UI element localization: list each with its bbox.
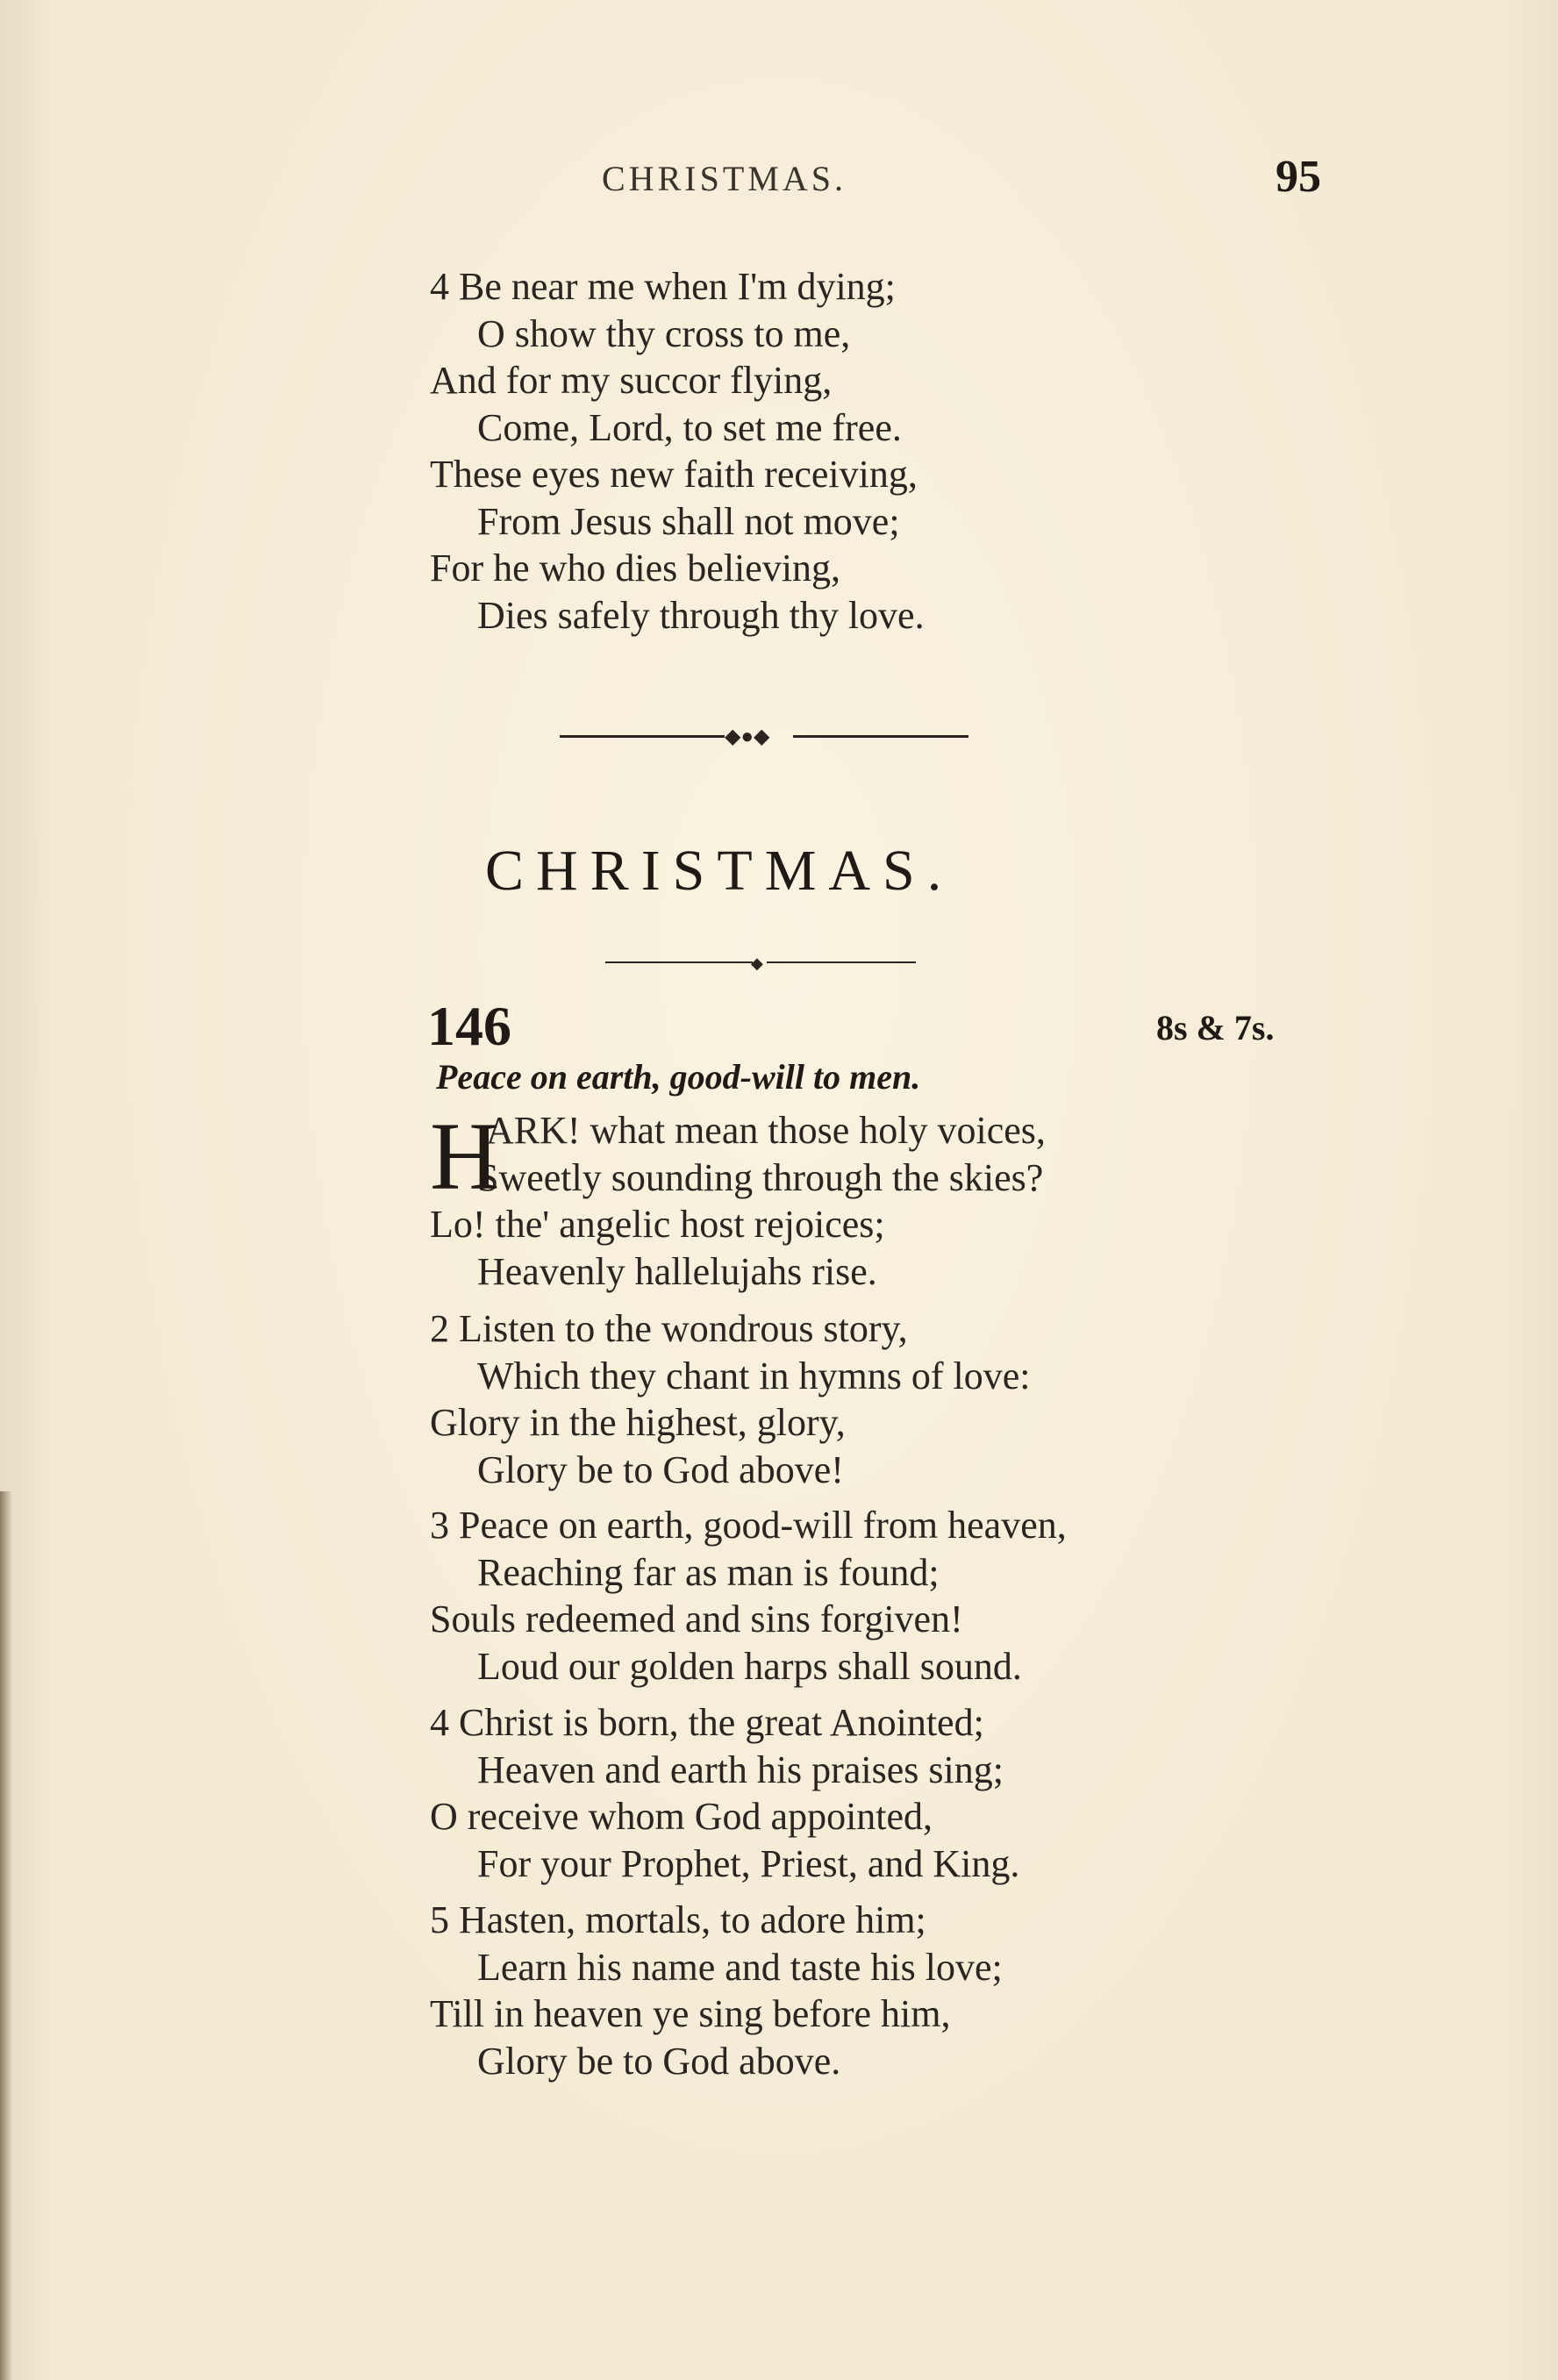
verse-number: 4 [430,1701,449,1744]
page-number: 95 [1276,152,1321,202]
hymn-verse-2 [430,1305,1031,1493]
verse-line: Souls redeemed and sins forgiven! [430,1597,963,1640]
hymn-meter: 8s & 7s. [1156,1008,1275,1047]
verse-line: 4 Be near me when I'm dying; [430,265,896,308]
diamond-ornament-icon: ◆ [751,954,763,972]
verse-line: For he who dies believing, [430,547,841,590]
verse-line: Lo! the' angelic host rejoices; [430,1203,885,1246]
verse-line: 5 Hasten, mortals, to adore him; [430,1898,926,1941]
section-title: CHRISTMAS. [485,839,954,903]
divider-rule-right [793,735,968,738]
verse-line: Glory be to God above! [477,1447,844,1491]
verse-line: Till in heaven ye sing before him, [430,1992,951,2035]
verse-line: Heavenly hallelujahs rise. [477,1249,877,1293]
verse-line: O receive whom God appointed, [430,1795,933,1838]
diamond-ornament-icon: ◆●◆ [725,725,770,748]
verse-line: O show thy cross to me, [477,311,851,355]
verse-line: Glory be to God above. [477,2039,841,2083]
hymn-verse-1 [430,1103,1046,1295]
hymn-verse-3 [430,1502,1067,1690]
hymn-verse-4 [430,1699,1019,1887]
verse-number: 5 [430,1898,449,1941]
verse-line: For your Prophet, Priest, and King. [477,1841,1020,1885]
hymn-number: 146 [427,995,511,1057]
verse-line: Come, Lord, to set me free. [477,405,902,449]
verse-line: Learn his name and taste his love; [477,1945,1003,1989]
verse-line: 3 Peace on earth, good-will from heaven, [430,1504,1067,1547]
verse-line: And for my succor flying, [430,359,833,402]
hymn-verse-5 [430,1897,1003,2084]
verse-line: Which they chant in hymns of love: [477,1354,1031,1397]
running-head: CHRISTMAS. [602,159,847,198]
divider-rule-right [767,961,916,963]
binding-edge-shadow [0,1491,12,2380]
verse-line: Glory in the highest, glory, [430,1401,846,1444]
verse-line: From Jesus shall not move; [477,499,900,543]
divider-rule-left [560,735,725,738]
verse-line: Reaching far as man is found; [477,1550,940,1594]
verse-line: Sweetly sounding through the skies? [477,1155,1044,1199]
verse-line: ARK! what mean those holy voices, [486,1109,1046,1152]
verse-number: 4 [430,265,449,308]
verse-line: 2 Listen to the wondrous story, [430,1307,908,1350]
verse-line: These eyes new faith receiving, [430,453,918,496]
verse-number: 2 [430,1307,449,1350]
hymn-subtitle: Peace on earth, good-will to men. [436,1057,921,1097]
verse-line: 4 Christ is born, the great Anointed; [430,1701,984,1744]
divider-rule-left [605,961,753,963]
previous-hymn-verse [430,263,925,639]
verse-line: Dies safely through thy love. [477,593,925,637]
verse-line: Loud our golden harps shall sound. [477,1644,1022,1688]
verse-line: Heaven and earth his praises sing; [477,1747,1004,1791]
drop-cap: H [430,1103,500,1210]
verse-number: 3 [430,1504,449,1547]
